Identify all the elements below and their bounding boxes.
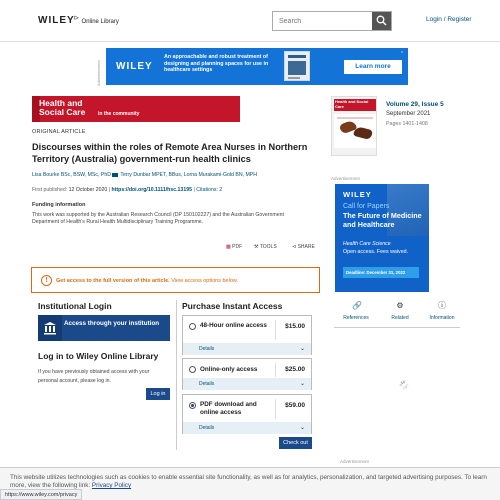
side-advertisement[interactable]: [335, 184, 429, 292]
purchase-option-online-only[interactable]: [182, 358, 312, 390]
login-text: If you have previously obtained access with your personal account, please log in.: [38, 369, 150, 384]
link-icon: 🔗: [352, 301, 362, 310]
logo-suffix: Online Library: [81, 19, 119, 25]
radio-48-hour[interactable]: [189, 323, 196, 330]
login-heading: Log in to Wiley Online Library: [38, 351, 159, 361]
access-options-link[interactable]: View access options below.: [171, 278, 239, 284]
journal-banner[interactable]: [32, 96, 240, 122]
ad-label: Advertisement: [331, 176, 360, 181]
details-toggle[interactable]: Details ⌄: [183, 343, 311, 355]
ad-label: Advertisement: [96, 60, 101, 86]
publication-info: First published: 12 October 2020 | https://doi.org/10.1111/hsc.13195 | Citations: 2: [32, 187, 223, 193]
ad-tagline: Open access. Fees waived.: [343, 249, 409, 255]
access-institution-button[interactable]: [38, 315, 170, 341]
ad-brand: WILEY: [116, 61, 153, 72]
share-button[interactable]: ⊲ SHARE: [292, 244, 315, 250]
wiley-online-library-logo[interactable]: [38, 15, 119, 26]
login-register-link[interactable]: Login / Register: [426, 16, 472, 23]
journal-banner-title: Health and Social Care: [39, 98, 86, 117]
right-tabs: [336, 300, 460, 324]
purchase-heading: Purchase Instant Access: [182, 301, 283, 311]
share-icon: ⊲: [292, 244, 297, 250]
tab-information[interactable]: ⓘ Information: [429, 301, 455, 321]
ad-brand: WILEY: [343, 190, 372, 199]
option-name: PDF download and online access: [200, 401, 257, 416]
citations-link[interactable]: Citations: 2: [196, 187, 223, 193]
ad-journal: Health Care Science: [343, 241, 391, 247]
funding-text: This work was supported by the Australian Research Council (DP 150102227) and the Australian Government Department of Health's Rural Health Multidisciplinary Training Programme.: [32, 212, 284, 225]
search-input[interactable]: [273, 12, 373, 30]
institution-button-label: Access through your institution: [64, 320, 160, 327]
option-price: $15.00: [285, 323, 305, 330]
ad-headline: The Future of Medicine and Healthcare: [343, 211, 422, 229]
logo-brand: WILEY: [38, 15, 75, 26]
loading-spinner-icon: [399, 380, 409, 390]
chevron-down-icon: ⌄: [299, 381, 305, 387]
funding-heading: Funding information: [32, 202, 86, 208]
access-notice: [31, 267, 320, 293]
institution-icon: [38, 315, 62, 341]
top-advertisement[interactable]: [106, 48, 408, 85]
article-tools: [226, 244, 321, 252]
info-icon: ⓘ: [438, 301, 446, 310]
check-out-button[interactable]: Check out: [279, 437, 312, 449]
ad-call-for-papers: Call for Papers: [343, 203, 390, 210]
option-name: 48-Hour online access: [200, 322, 267, 329]
article-title: Discourses within the roles of Remote Area Nurses in Northern Territory (Australia) government-run health clinics: [32, 142, 308, 164]
issue-volume-link[interactable]: Volume 29, Issue 5: [386, 101, 444, 108]
search-button[interactable]: [372, 12, 391, 30]
email-icon[interactable]: [112, 173, 118, 177]
ad-deadline: Deadline: December 31, 2022: [343, 267, 419, 278]
ad-book-cover: [284, 51, 310, 81]
author-link[interactable]: Lisa Bourke BSc, BSW, MSc, PhD: [32, 172, 111, 178]
option-price: $25.00: [285, 366, 305, 373]
details-toggle[interactable]: Details ⌄: [183, 422, 311, 434]
tab-related[interactable]: ⚙ Related: [391, 301, 409, 321]
search-box: [272, 11, 392, 31]
tabs-underline: [334, 327, 460, 328]
details-toggle[interactable]: Details ⌄: [183, 378, 311, 390]
site-header: [0, 0, 500, 42]
ad-label: Advertisement: [340, 459, 369, 464]
divider: [176, 300, 177, 450]
info-icon: !: [41, 275, 52, 286]
pdf-button[interactable]: ▩ PDF: [226, 244, 243, 250]
radio-online-only[interactable]: [189, 366, 196, 373]
related-icon: ⚙: [396, 301, 404, 310]
doi-link[interactable]: https://doi.org/10.1111/hsc.13195: [111, 187, 192, 193]
learn-more-button[interactable]: Learn more: [344, 60, 402, 74]
radio-pdf-online[interactable]: [189, 402, 196, 409]
purchase-option-pdf-online[interactable]: [182, 394, 312, 434]
cookie-text: This website utilizes technologies such as cookies to enable essential site functionality, as well as for analytics, personalization, and targeted advertising purposes. To learn more, view the following link: Privacy Policy: [10, 474, 487, 489]
pub-label: First published:: [32, 187, 69, 193]
chevron-down-icon: ⌄: [299, 425, 305, 431]
ad-text: An approachable and robust treatment of designing and planning spaces for use in healthcare settings: [164, 54, 269, 73]
purchase-option-48-hour[interactable]: [182, 315, 312, 355]
logo-mark: ▷: [74, 15, 80, 21]
author-list: [32, 172, 322, 178]
cover-image: [334, 114, 376, 148]
close-icon[interactable]: ×: [401, 49, 404, 54]
tools-button[interactable]: ⚒ TOOLS: [254, 244, 277, 250]
wrench-icon: ⚒: [254, 244, 259, 250]
chevron-down-icon: ⌄: [299, 346, 305, 352]
issue-date: September 2021: [386, 111, 431, 117]
institutional-login-heading: Institutional Login: [38, 301, 112, 311]
issue-pages: Pages 1401-1408: [386, 121, 428, 127]
status-bar-url: https://www.wiley.com/privacy: [0, 489, 82, 500]
pdf-icon: ▩: [226, 244, 231, 250]
option-price: $59.00: [285, 402, 305, 409]
tab-references[interactable]: 🔗 References: [343, 301, 369, 321]
journal-cover[interactable]: [331, 96, 377, 156]
pub-date: 12 October 2020: [68, 187, 108, 193]
access-message: Get access to the full version of this article. View access options below.: [56, 278, 239, 284]
search-icon: [376, 15, 387, 26]
author-links[interactable]: Terry Dunbar MPET, BBus, Lorna Murakami-Gold BN, MPH: [119, 172, 257, 178]
journal-banner-subtitle: in the community: [98, 111, 140, 117]
cover-title: Health and Social Care: [334, 99, 376, 111]
log-in-button[interactable]: Log in: [146, 388, 170, 400]
option-name: Online-only access: [200, 366, 258, 373]
article-type: ORIGINAL ARTICLE: [32, 129, 86, 135]
privacy-policy-link[interactable]: Privacy Policy: [91, 482, 132, 489]
